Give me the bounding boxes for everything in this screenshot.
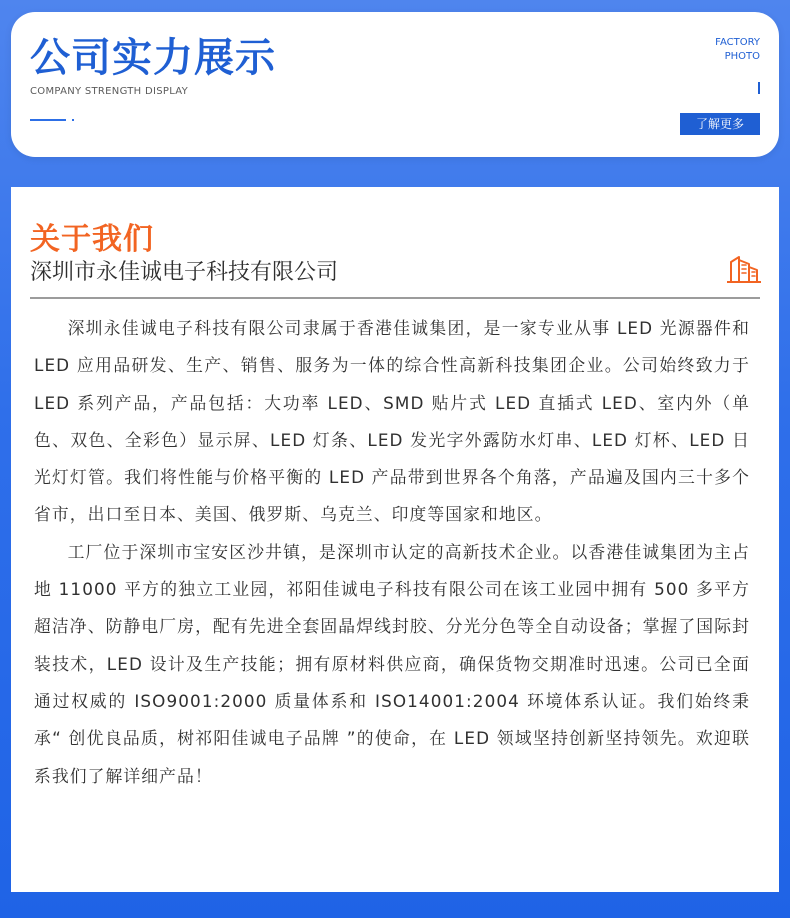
page-subtitle: COMPANY STRENGTH DISPLAY — [30, 86, 189, 97]
title-accent-line — [30, 119, 66, 121]
description-paragraph: 工厂位于深圳市宝安区沙井镇，是深圳市认定的高新技术企业。以香港佳诚集团为主占地 11000 平方的独立工业园，祁阳佳诚电子科技有限公司在该工业园中拥有 500 多平方超洁净、防静电厂房，配有先进全套固晶焊线封胶、分光分色等全自动设备；掌握了国际封装技术，LED 设计及生产技能；拥有原材料供应商，确保货物交期准时迅速。公司已全面通过权威的 ISO9001:2000 质量体系和 ISO14001:2004 环境体系认证。我们始终秉承“ 创优良品质，树祁阳佳诚电子品牌 ”的使命，在 LED 领域坚持创新坚持领先。欢迎联系我们了解详细产品！ — [34, 541, 750, 786]
building-icon — [727, 254, 761, 284]
factory-label-line1: FACTORY — [715, 37, 760, 48]
company-name: 深圳市永佳诚电子科技有限公司 — [30, 260, 339, 285]
about-title: 关于我们 — [30, 222, 154, 257]
title-accent-dot — [72, 119, 74, 121]
factory-photo-label — [715, 36, 760, 64]
page-title: 公司实力展示 — [30, 35, 276, 81]
about-panel — [11, 187, 779, 892]
learn-more-button[interactable]: 了解更多 — [680, 113, 760, 135]
description-paragraph: 深圳永佳诚电子科技有限公司隶属于香港佳诚集团，是一家专业从事 LED 光源器件和 LED 应用品研发、生产、销售、服务为一体的综合性高新科技集团企业。公司始终致力于 LED 系列产品，产品包括：大功率 LED、SMD 贴片式 LED 直插式 LED、室内外（单色、双色、全彩色）显示屏、LED 灯条、LED 发光字外露防水灯串、LED 灯杯、LED 日光灯灯管。我们将性能与价格平衡的 LED 产品带到世界各个角落，产品遍及国内三十多个省市，出口至日本、美国、俄罗斯、乌克兰、印度等国家和地区。 — [34, 318, 750, 525]
factory-label-bar — [758, 82, 760, 94]
company-description — [34, 310, 750, 795]
header-card — [11, 12, 779, 157]
section-divider — [30, 297, 760, 299]
factory-label-line2: PHOTO — [724, 51, 760, 62]
